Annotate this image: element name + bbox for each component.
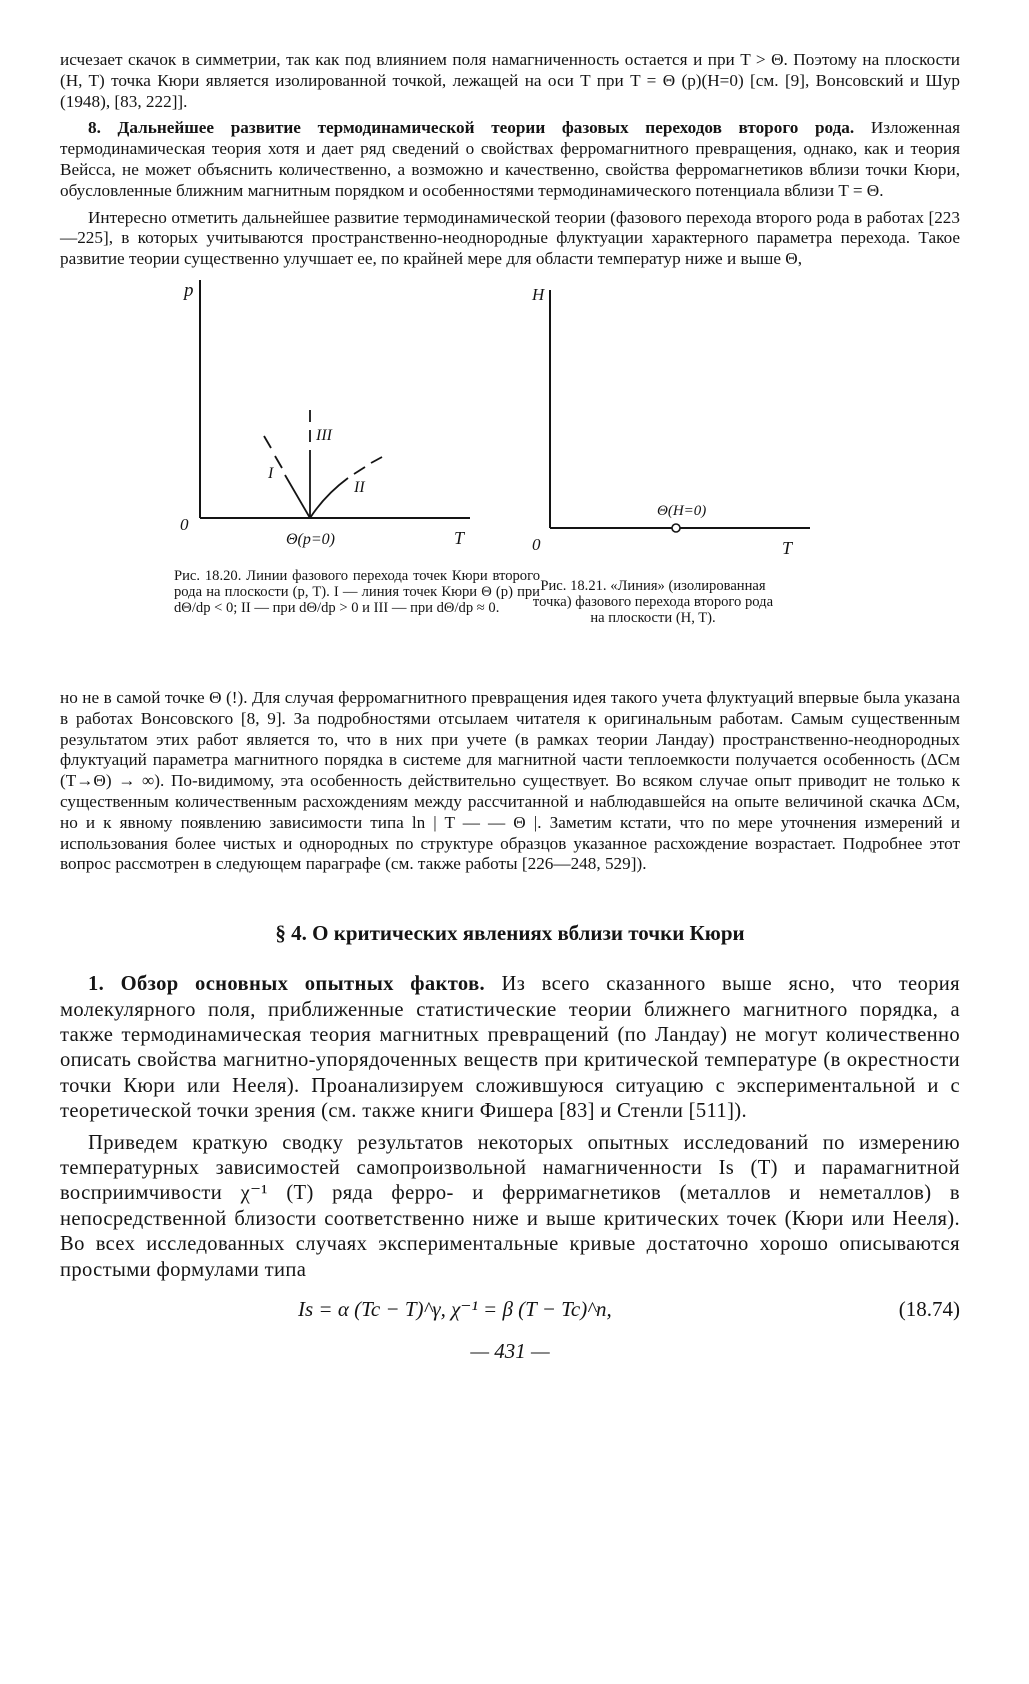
origin-label: 0 [180, 514, 189, 534]
curve-I-label: I [268, 464, 274, 482]
t-axis-label-2: T [782, 537, 793, 558]
paragraph-isolated-point: исчезает скачок в симметрии, так как под влиянием поля намагниченность остается и при T > Θ. Поэтому на плоскости (H, T) точка Кюри является изолированной точкой, лежащей на оси T при T = Θ (p)(H=0) [см. [9], Вонсовский и Шур (1948), [83, 222]]. [60, 50, 960, 111]
paragraph-experimental-facts [60, 972, 960, 1124]
origin-label-2: 0 [532, 534, 541, 554]
paragraph-section-8 [60, 118, 960, 201]
curve-II-dash-1 [354, 467, 365, 474]
formula-expression: Is = α (Tc − T)^γ, χ⁻¹ = β (T − Tc)^n, [298, 1297, 612, 1322]
curve-I-dash-1 [275, 456, 282, 468]
theta-h0-label: Θ(H=0) [657, 502, 707, 519]
top-text-block [60, 50, 960, 270]
paragraph-summary: Приведем краткую сводку результатов некоторых опытных исследований по измерению температурных зависимостей самопроизвольной намагниченности Is (T) и парамагнитной восприимчивости χ⁻¹ (T) ряда ферро- и ферримагнетиков (металлов и неметаллов) в непосредственной близости соответственно ниже и выше критических точек (Кюри или Нееля). Во всех исследованных случаях экспериментальные кривые достаточно хорошо описываются простыми формулами типа [60, 1131, 960, 1281]
figure-18-21-plot [520, 270, 920, 560]
page [60, 50, 960, 1364]
isolated-point-marker [672, 524, 680, 532]
paragraph-heat-capacity: но не в самой точке Θ (!). Для случая ферромагнитного превращения идея такого учета флуктуаций впервые была указана в работах Вонсовского [8, 9]. За подробностями отсылаем читателя к оригинальным работам. Самым существенным результатом этих работ является то, что в них при учете (в рамках теории Ландау) пространственно-неоднородных флуктуаций параметра магнитного порядка в системе для магнитной части теплоемкости получается особенность (ΔCм (T→Θ) → ∞). По-видимому, эта особенность действительно существует. Во всяком случае опыт приводит не только к существенным количественным расхождениям между рассчитанной и наблюдавшейся на опыте величиной скачка ΔCм, но и к явному появлению зависимости типа ln | T — — Θ |. Заметим кстати, что по мере уточнения измерений и использования более чистых и однородных по структуре образцов указанное расхождение возрастает. Подробнее этот вопрос рассмотрен в следующем параграфе (см. также работы [226—248, 529]). [60, 687, 960, 874]
curve-II-dash-2 [371, 457, 382, 463]
section-4-body [60, 972, 960, 1283]
figure-18-20-plot [110, 270, 550, 560]
curve-I-dash-2 [264, 436, 271, 448]
curve-I-solid [285, 475, 310, 518]
page-number: — 431 — [470, 1339, 550, 1364]
theta-p0-label: Θ(p=0) [286, 530, 336, 548]
formula-18-74 [60, 1297, 960, 1329]
formula-number: (18.74) [898, 1297, 960, 1322]
figure-18-21-caption: Рис. 18.21. «Линия» (изолированная точка) фазового перехода второго рода на плоскости (H, T). [532, 577, 774, 626]
h-axis-label: H [532, 284, 545, 304]
subsection-1-body: Из всего сказанного выше ясно, что теория молекулярного поля, приближенные статистические теории ближнего магнитного порядка, а также термодинамическая теория магнитных превращений (по Ландау) не могут количественно описать свойства магнитно-упорядоченных веществ при критической температуре (в окрестности точки Кюри или Нееля). Проанализируем сложившуюся ситуацию с экспериментальной и с теоретической точки зрения (см. также книги Фишера [83] и Стенли [511]). [60, 973, 960, 1123]
paragraph-fluctuations: Интересно отметить дальнейшее развитие термодинамической теории (фазового перехода второго рода в работах [223—225], в которых учитываются пространственно-неоднородные флуктуации характерного параметра перехода. Такое развитие теории существенно улучшает ее, по крайней мере для области температур ниже и выше Θ, [60, 207, 960, 269]
p-axis-label: p [184, 279, 194, 301]
curve-II-label: II [354, 478, 365, 496]
figures-row [60, 270, 960, 660]
figure-18-20-caption: Рис. 18.20. Линии фазового перехода точек Кюри второго рода на плоскости (p, T). I — линия точек Кюри Θ (p) при dΘ/dp < 0; II — при dΘ/dp > 0 и III — при dΘ/dp ≈ 0. [174, 567, 540, 616]
middle-text-block [60, 688, 960, 875]
subsection-1-heading: 1. Обзор основных опытных фактов. [88, 973, 486, 996]
figure-18-20 [110, 270, 550, 616]
section-8-heading: 8. Дальнейшее развитие термодинамической теории фазовых переходов второго рода. [88, 118, 855, 138]
section-8-body: Изложенная термодинамическая теория хотя и дает ряд сведений о свойствах ферромагнитного превращения, однако, как и теория Вейсса, не может объяснить количественно, а возможно и качественно, свойства ферромагнетиков вблизи точки Кюри, обусловленные ближним магнитным порядком и особенностями термодинамического потенциала вблизи T = Θ. [60, 118, 960, 200]
t-axis-label: T [454, 527, 465, 548]
curve-III-label: III [316, 426, 332, 444]
curve-II-solid [310, 478, 348, 518]
section-4-title: § 4. О критических явлениях вблизи точки Кюри [275, 921, 745, 946]
figure-18-21 [520, 270, 920, 626]
